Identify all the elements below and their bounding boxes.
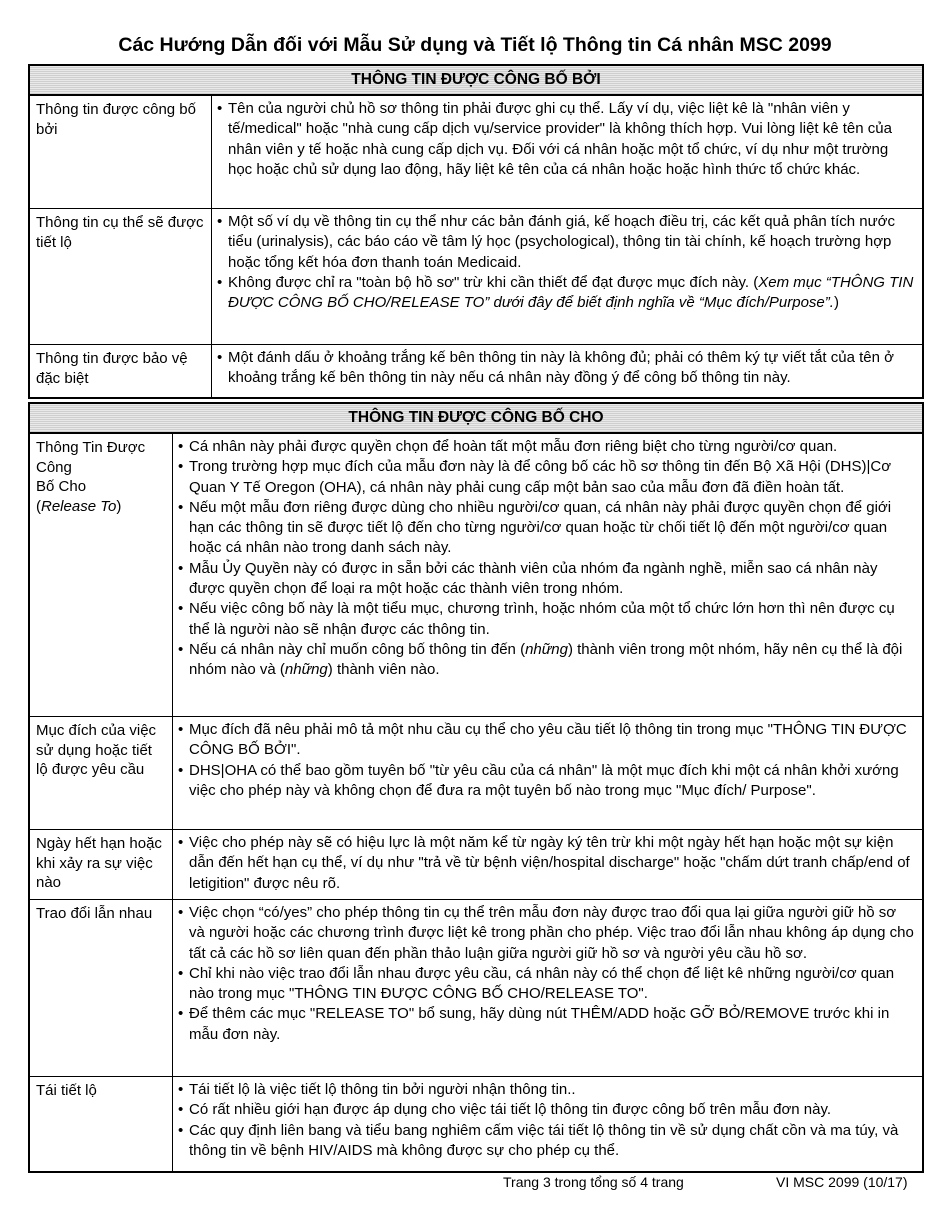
table-row [30, 434, 922, 717]
list-item: • Một số ví dụ về thông tin cụ thể như các bản đánh giá, kế hoạch điều trị, các kết quả phân tích nước tiểu (urinalysis), các báo cáo về tâm lý học (psychological), thông tin tài chính, kế hoạch trường hợp hoặc tổng kết hóa đơn thanh toán Medicaid. [216, 212, 916, 273]
list-item: • Một đánh dấu ở khoảng trắng kế bên thông tin này là không đủ; phải có thêm ký tự viết tắt của tên ở khoảng trắng kế bên thông tin này nếu cá nhân này đồng ý để công bố thông tin này. [216, 348, 916, 389]
list-item: • Chỉ khi nào việc trao đổi lẫn nhau được yêu cầu, cá nhân này có thể chọn để liệt kê những người/cơ quan nào trong mục "THÔNG TIN ĐƯỢC CÔNG BỐ CHO/RELEASE TO". [177, 964, 916, 1005]
row-label [30, 434, 173, 716]
list-item-italic: những [284, 661, 328, 679]
row-content [173, 717, 922, 829]
table-row [30, 209, 922, 345]
list-item: • Mẫu Ủy Quyền này có được in sẵn bởi các thành viên của nhóm đa ngành nghề, miễn sao cá nhân này được quyền chọn để loại ra một hoặc các thành viên trong nhóm. [177, 559, 916, 600]
section-released-to [28, 402, 924, 1173]
list-item: • Mục đích đã nêu phải mô tả một nhu cầu cụ thể cho yêu cầu tiết lộ thông tin trong mục "THÔNG TIN ĐƯỢC CÔNG BỐ BỞI". [177, 720, 916, 761]
row-content [173, 1077, 922, 1171]
list-item: • Trong trường hợp mục đích của mẫu đơn này là để công bố các hồ sơ thông tin đến Bộ Xã Hội (DHS)|Cơ Quan Y Tế Oregon (OHA), cá nhân này phải cung cấp một bản sao của mẫu đơn đã điền hoàn tất. [177, 457, 916, 498]
list-item: • Việc chọn “có/yes” cho phép thông tin cụ thể trên mẫu đơn này được trao đổi qua lại giữa người giữ hồ sơ và người hoặc các chương trình được liệt kê trong phần cho phép. Việc trao đổi lẫn nhau không áp dụng cho tất cả các hồ sơ liên quan đến phần thảo luận giữa người giữ hồ sơ và người yêu cầu hồ sơ. [177, 903, 916, 964]
row-label-italic: Release To [41, 497, 117, 515]
list-item-italic: những [525, 640, 568, 658]
list-item: • Các quy định liên bang và tiểu bang nghiêm cấm việc tái tiết lộ thông tin về sử dụng chất cồn và ma túy, và thông tin về bệnh HIV/AIDS mà không được sự cho phép cụ thể. [177, 1121, 916, 1162]
form-id: VI MSC 2099 (10/17) [776, 1174, 908, 1190]
section-released-by [28, 64, 924, 399]
row-content [173, 830, 922, 899]
list-item-text: ) [833, 294, 839, 312]
list-item: • DHS|OHA có thể bao gồm tuyên bố "từ yêu cầu của cá nhân" là một mục đích khi một cá nhân khởi xướng việc cho phép này và không chọn để đưa ra một tuyên bố nào trong mục "Mục đích/ Purpose". [177, 761, 916, 802]
row-label: Mục đích của việc sử dụng hoặc tiết lộ được yêu cầu [30, 717, 173, 829]
table-row [30, 900, 922, 1077]
table-row [30, 830, 922, 900]
row-label-text: ( [36, 497, 41, 515]
list-item [216, 273, 916, 314]
table-row [30, 1077, 922, 1171]
list-item-text: Không được chỉ ra "toàn bộ hồ sơ" trừ khi cần thiết để đạt được mục đích này. ( [228, 273, 759, 291]
row-label: Thông tin được công bố bởi [30, 96, 212, 208]
list-item: • Cá nhân này phải được quyền chọn để hoàn tất một mẫu đơn riêng biệt cho từng người/cơ quan. [177, 437, 916, 457]
row-content [212, 96, 922, 208]
row-label: Tái tiết lộ [30, 1077, 173, 1171]
list-item-text: Nếu cá nhân này chỉ muốn công bố thông tin đến ( [189, 640, 526, 658]
row-label: Thông tin được bảo vệ đặc biệt [30, 345, 212, 397]
page-title: Các Hướng Dẫn đối với Mẫu Sử dụng và Tiết lộ Thông tin Cá nhân MSC 2099 [118, 34, 832, 56]
table-row [30, 717, 922, 830]
section-heading: THÔNG TIN ĐƯỢC CÔNG BỐ BỞI [30, 66, 922, 96]
section-heading: THÔNG TIN ĐƯỢC CÔNG BỐ CHO [30, 404, 922, 434]
list-item [177, 640, 916, 681]
list-item: • Để thêm các mục "RELEASE TO" bổ sung, hãy dùng nút THÊM/ADD hoặc GỠ BỎ/REMOVE trước khi in mẫu đơn này. [177, 1004, 916, 1045]
row-content [173, 434, 922, 716]
page-number: Trang 3 trong tổng số 4 trang [503, 1174, 684, 1190]
list-item: • Tên của người chủ hồ sơ thông tin phải được ghi cụ thể. Lấy ví dụ, việc liệt kê là "nhân viên y tế/medical" hoặc "nhà cung cấp dịch vụ/service provider" là không thích hợp. Vui lòng liệt kê tên của nhân viên y tế hoặc nhà cung cấp dịch vụ. Đối với cá nhân hoặc một tổ chức, ví dụ như một trường học hoặc chủ sử dụng lao động, hãy liệt kê tên của cá nhân hoặc hoặc hình thức tổ chức khác. [216, 99, 916, 180]
row-content [212, 345, 922, 397]
row-label-text: Thông Tin Được Công [36, 439, 146, 476]
row-label: Trao đổi lẫn nhau [30, 900, 173, 1076]
list-item-text: ) thành viên trong một nhóm, hãy nên cụ thể là đội nhóm nào và ( [189, 640, 903, 679]
row-content [212, 209, 922, 344]
list-item: • Có rất nhiều giới hạn được áp dụng cho việc tái tiết lộ thông tin được công bố trên mẫu đơn này. [177, 1100, 916, 1120]
row-label-text: Bố Cho [36, 478, 87, 495]
list-item-italic: Xem mục “THÔNG TIN ĐƯỢC CÔNG BỐ CHO/RELEASE TO” dưới đây để biết định nghĩa về “Mục đích/Purpose”. [228, 273, 914, 312]
list-item-text: ) thành viên nào. [327, 661, 440, 679]
list-item: • Nếu một mẫu đơn riêng được dùng cho nhiều người/cơ quan, cá nhân này phải được quyền chọn để giới hạn các thông tin sẽ được tiết lộ đến cho từng người/cơ quan hoặc từ chối tiết lộ đến một người/cơ quan hoặc cá nhân nào trong danh sách này. [177, 498, 916, 559]
row-label: Thông tin cụ thể sẽ được tiết lộ [30, 209, 212, 344]
row-label: Ngày hết hạn hoặc khi xảy ra sự việc nào [30, 830, 173, 899]
table-row [30, 345, 922, 397]
row-label-text: ) [116, 497, 122, 515]
table-row [30, 96, 922, 209]
list-item: • Nếu việc công bố này là một tiểu mục, chương trình, hoặc nhóm của một tổ chức lớn hơn thì nên được cụ thể là người nào sẽ nhận được các thông tin. [177, 599, 916, 640]
list-item: • Việc cho phép này sẽ có hiệu lực là một năm kể từ ngày ký tên trừ khi một ngày hết hạn hoặc một sự kiện dẫn đến hết hạn cụ thể, ví dụ như "trả về từ bệnh viện/hospital discharge" hoặc "chấm dứt tranh chấp/end of letigition" được nêu rõ. [177, 833, 916, 894]
list-item: • Tái tiết lộ là việc tiết lộ thông tin bởi người nhận thông tin.. [177, 1080, 916, 1100]
row-content [173, 900, 922, 1076]
